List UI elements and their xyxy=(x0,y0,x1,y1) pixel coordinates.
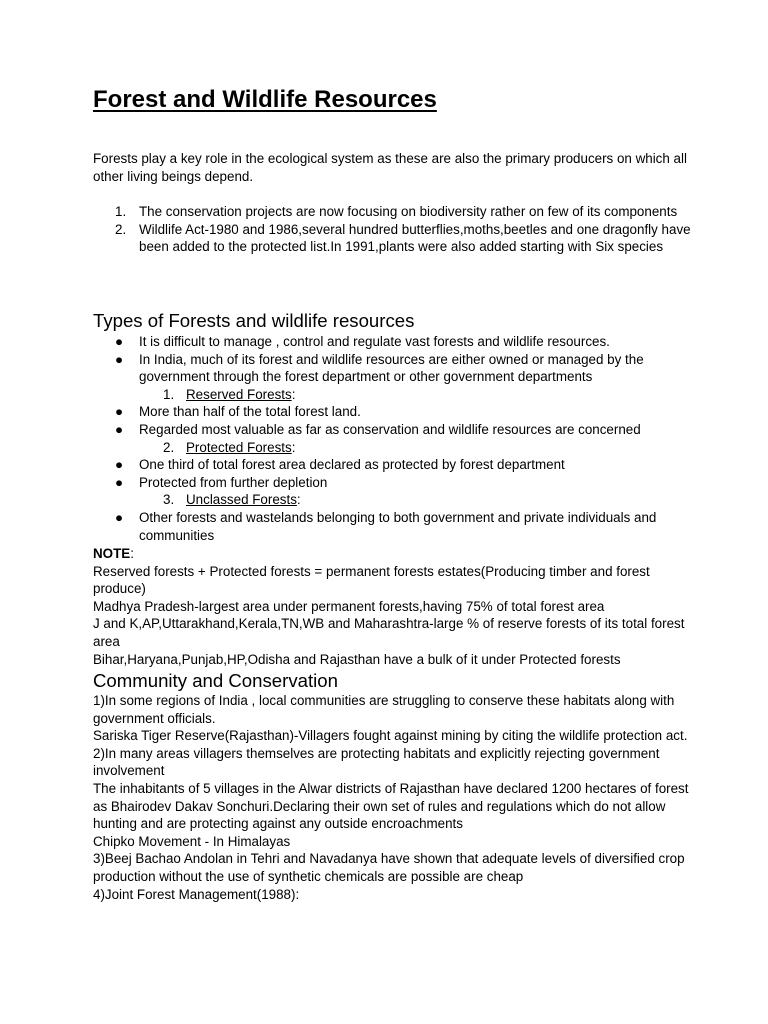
numbered-item xyxy=(93,221,693,256)
item-text: The conservation projects are now focusing on biodiversity rather on few of its components xyxy=(139,204,678,219)
bullet-icon: ● xyxy=(115,457,124,473)
bullet-item: ● Protected from further depletion xyxy=(115,474,328,490)
bullet-item: ● More than half of the total forest land. xyxy=(115,404,361,420)
unclassed-forests-subheading: 3. Unclassed Forests: xyxy=(163,492,301,508)
bullet-icon: ● xyxy=(115,509,124,525)
note-section xyxy=(93,545,693,668)
community-line: 1)In some regions of India , local communities are struggling to conserve these habitats along with government officials. xyxy=(93,693,675,726)
bullet-icon: ● xyxy=(115,474,124,490)
types-section xyxy=(93,333,693,544)
community-line: 4)Joint Forest Management(1988): xyxy=(93,886,300,902)
numbered-item xyxy=(93,203,693,221)
community-line: 2)In many areas villagers themselves are protecting habitats and explicitly rejecting government involvement xyxy=(93,745,660,779)
community-heading: Community and Conservation xyxy=(93,670,338,691)
bullet-icon: ● xyxy=(115,421,124,437)
note-label: NOTE: xyxy=(93,546,134,561)
note-line: Madhya Pradesh-largest area under permanent forests,having 75% of total forest area xyxy=(93,598,605,614)
community-line: Sariska Tiger Reserve(Rajasthan)-Villagers fought against mining by citing the wildlife protection act. xyxy=(93,728,688,744)
reserved-forests-subheading: 1. Reserved Forests: xyxy=(163,386,296,402)
protected-forests-subheading: 2. Protected Forests: xyxy=(163,439,296,455)
bullet-item: ● Regarded most valuable as far as conservation and wildlife resources are concerned xyxy=(115,421,641,437)
community-line: The inhabitants of 5 villages in the Alwar districts of Rajasthan have declared 1200 hectares of forest as Bhairodev Dakav Sonchuri.Declaring their own set of rules and regulations which do not allow hunting and are protecting against any outside encroachments xyxy=(93,780,689,832)
item-number: 1. xyxy=(115,204,127,219)
bullet-item: ● One third of total forest area declared as protected by forest department xyxy=(115,457,565,473)
bullet-item: ● It is difficult to manage , control and regulate vast forests and wildlife resources. xyxy=(115,334,610,349)
community-line: 3)Beej Bachao Andolan in Tehri and Navadanya have shown that adequate levels of diversified crop production without the use of synthetic chemicals are possible are cheap xyxy=(93,851,685,884)
community-line: Chipko Movement - In Himalayas xyxy=(93,833,291,849)
document-title: Forest and Wildlife Resources xyxy=(93,86,437,113)
bullet-icon: ● xyxy=(115,351,124,367)
note-line: Bihar,Haryana,Punjab,HP,Odisha and Rajasthan have a bulk of it under Protected forests xyxy=(93,651,621,667)
numbered-list xyxy=(93,203,693,256)
community-section xyxy=(93,692,693,903)
note-line: Reserved forests + Protected forests = permanent forests estates(Producing timber and forest produce) xyxy=(93,563,650,597)
bullet-icon: ● xyxy=(115,404,124,420)
bullet-item: ● Other forests and wastelands belonging to both government and private individuals and communities xyxy=(115,509,657,543)
intro-paragraph: Forests play a key role in the ecological system as these are also the primary producers on which all other living beings depend. xyxy=(93,151,687,184)
item-number: 2. xyxy=(115,221,127,237)
bullet-item: ● In India, much of its forest and wildlife resources are either owned or managed by the government through the forest department or other government departments xyxy=(115,351,644,385)
bullet-icon: ● xyxy=(115,334,124,349)
note-line: J and K,AP,Uttarakhand,Kerala,TN,WB and Maharashtra-large % of reserve forests of its total forest area xyxy=(93,616,685,649)
item-text: Wildlife Act-1980 and 1986,several hundred butterflies,moths,beetles and one dragonfly have been added to the protected list.In 1991,plants were also added starting with Six species xyxy=(139,221,691,255)
types-heading: Types of Forests and wildlife resources xyxy=(93,310,415,331)
